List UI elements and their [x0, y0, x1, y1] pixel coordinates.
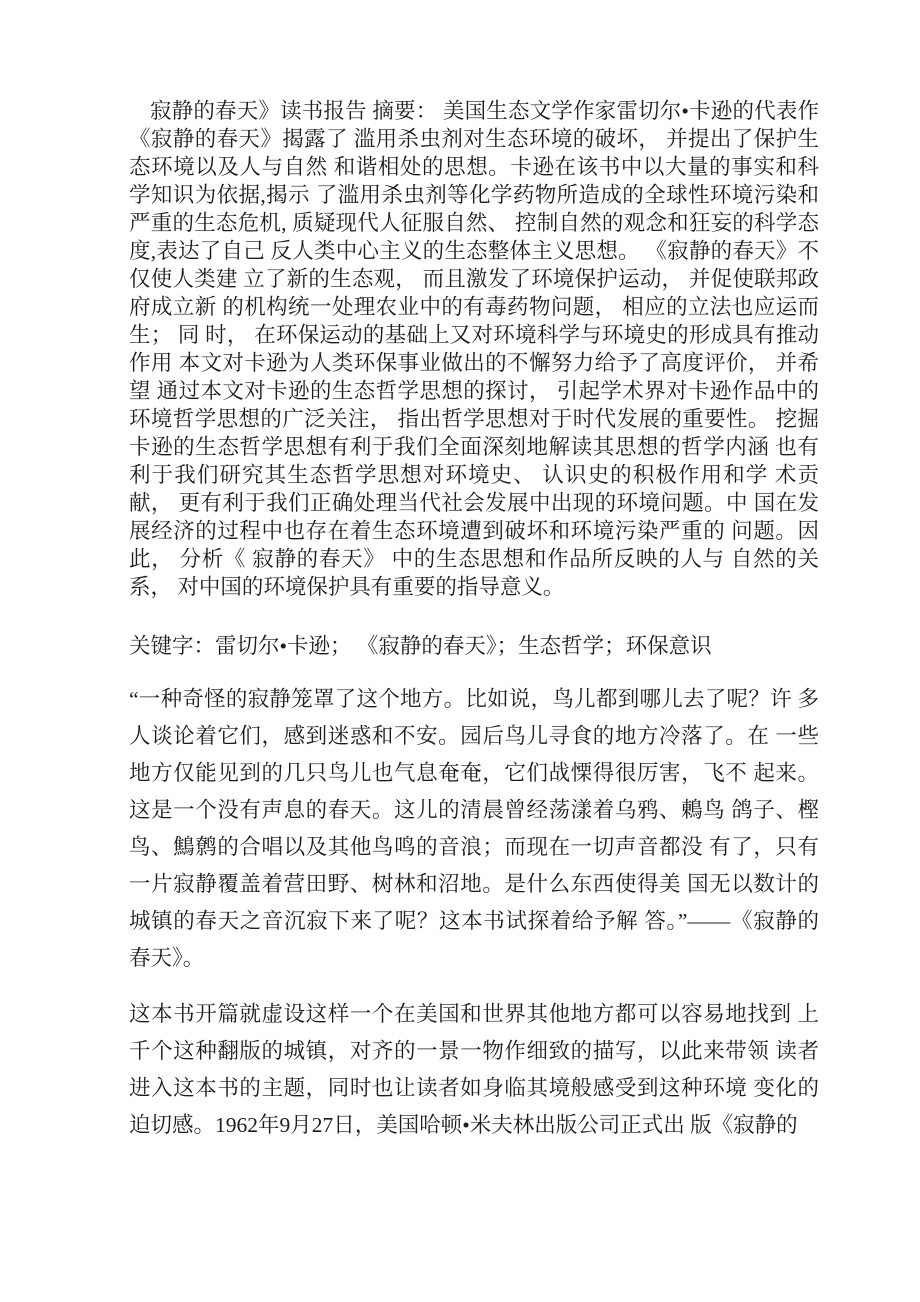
intro-paragraph: 这本书开篇就虚设这样一个在美国和世界其他地方都可以容易地找到 上千个这种翻版的城镇，对齐的一景一物作细致的描写，以此来带领 读者进入这本书的主题，同时也让读者如身临其境般感受到这种环境 变化的迫切感。1962年9月27日，美国哈顿•米夫林出版公司正式出 版《寂静的: [129, 1002, 819, 1137]
keywords-line: 关键字：雷切尔•卡逊； 《寂静的春天》；生态哲学；环保意识: [129, 634, 712, 658]
quote-paragraph: “一种奇怪的寂静笼罩了这个地方。比如说，鸟儿都到哪儿去了呢？许 多人谈论着它们，感到迷惑和不安。园后鸟儿寻食的地方冷落了。在 一些地方仅能见到的几只鸟儿也气息奄奄，它们战慄得很厉害，飞不 起来。这是一个没有声息的春天。这儿的清晨曾经荡漾着乌鸦、鶇鸟 鸽子、樫鸟、鷦鹩的合唱以及其他鸟鸣的音浪；而现在一切声音都没 有了，只有一片寂静覆盖着营田野、树林和沼地。是什么东西使得美 国无以数计的城镇的春天之音沉寂下来了呢？这本书试探着给予解 答。”——《寂静的春天》。: [129, 687, 819, 970]
abstract-paragraph: 寂静的春天》读书报告 摘要： 美国生态文学作家雷切尔•卡逊的代表作《寂静的春天》揭露了 滥用杀虫剂对生态环境的破坏， 并提出了保护生态环境以及人与自然 和谐相处的思想。卡逊在该书中以大量的事实和科学知识为依据,揭示 了滥用杀虫剂等化学药物所造成的全球性环境污染和严重的生态危机, 质疑现代人征服自然、 控制自然的观念和狂妄的科学态度,表达了自己 反人类中心主义的生态整体主义思想。 《寂静的春天》不仅使人类建 立了新的生态观， 而且激发了环境保护运动， 并促使联邦政府成立新 的机构统一处理农业中的有毒药物问题， 相应的立法也应运而生； 同 时， 在环保运动的基础上又对环境科学与环境史的形成具有推动作用 本文对卡逊为人类环保事业做出的不懈努力给予了高度评价， 并希望 通过本文对卡逊的生态哲学思想的探讨， 引起学术界对卡逊作品中的 环境哲学思想的广泛关注， 指出哲学思想对于时代发展的重要性。 挖掘卡逊的生态哲学思想有利于我们全面深刻地解读其思想的哲学内涵 也有利于我们研究其生态哲学思想对环境史、 认识史的积极作用和学 术贡献， 更有利于我们正确处理当代社会发展中出现的环境问题。中 国在发展经济的过程中也存在着生态环境遭到破坏和环境污染严重的 问题。因此， 分析《 寂静的春天》 中的生态思想和作品所反映的人与 自然的关系， 对中国的环境保护具有重要的指导意义。: [129, 99, 819, 599]
